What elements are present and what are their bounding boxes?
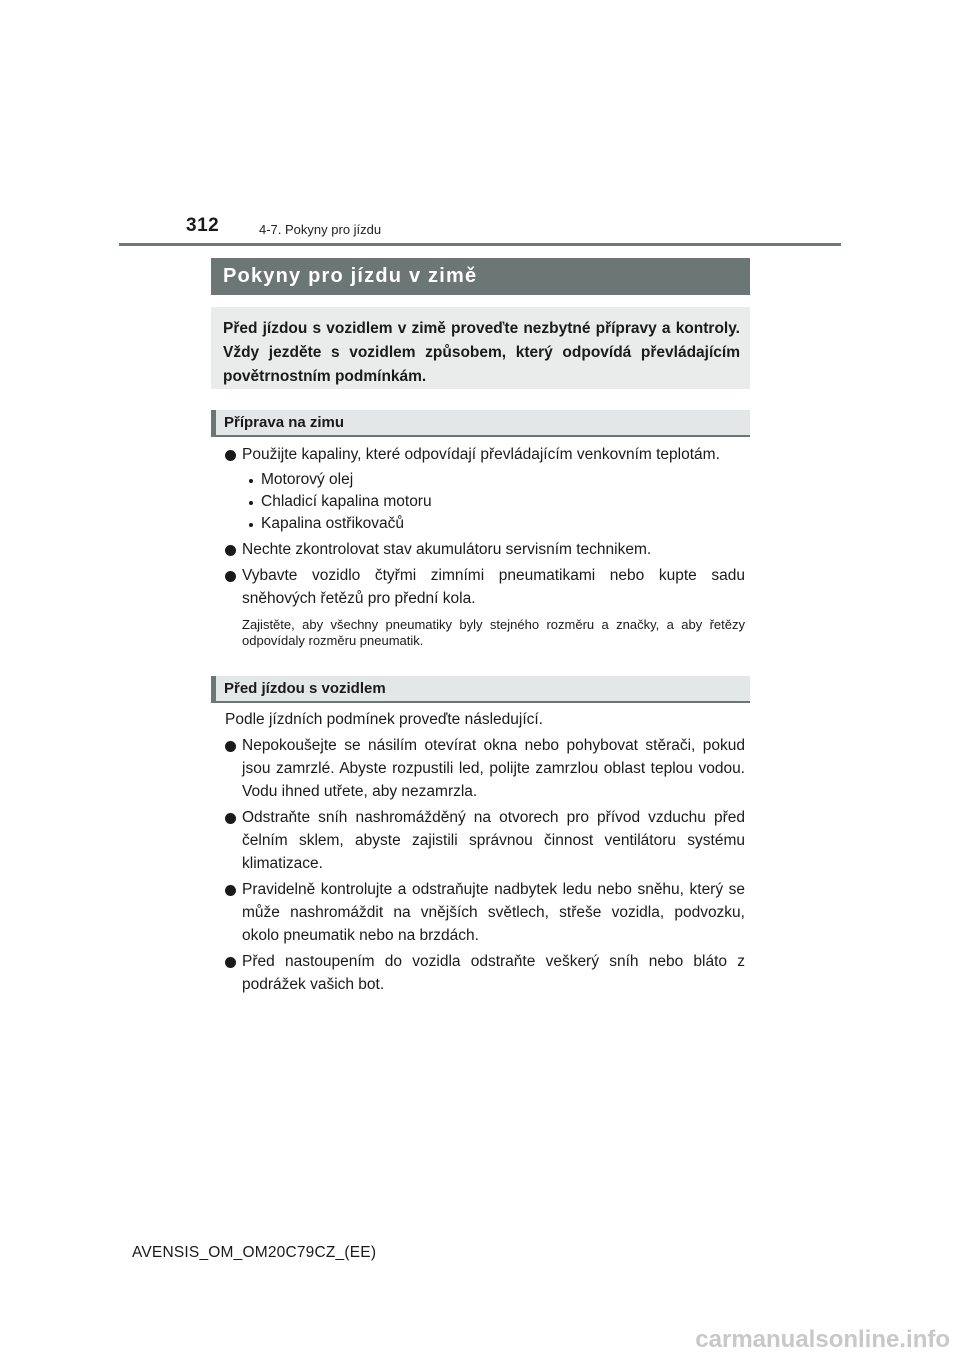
bullet-text: Nechte zkontrolovat stav akumulátoru servisním technikem. (242, 541, 652, 558)
bullet-text: Nepokoušejte se násilím otevírat okna nebo pohybovat stěrači, pokud jsou zamrzlé. Abyste rozpustili led, polijte zamrzlou oblast teplou vodou. Vodu ihned utřete, aby nezamrzla. (242, 737, 745, 800)
footer-code: AVENSIS_OM_OM20C79CZ_(EE) (132, 1244, 377, 1261)
bullet-dot-icon (225, 450, 236, 461)
bullet-dot-icon (225, 571, 236, 582)
section-heading-winter-prep (211, 410, 750, 437)
small-bullet-icon (249, 501, 253, 505)
bullet-text: Před nastoupením do vozidla odstraňte veškerý sníh nebo bláto z podrážek vašich bot. (242, 953, 745, 993)
sub-list-item (249, 513, 745, 535)
list-item (211, 950, 745, 996)
section-body-before-driving (211, 708, 745, 999)
list-item (211, 538, 745, 561)
bullet-dot-icon (225, 813, 236, 824)
sub-item-text: Chladicí kapalina motoru (261, 493, 432, 510)
bullet-text: Pravidelně kontrolujte a odstraňujte nadbytek ledu nebo sněhu, který se může nashromáždit na vnějších světlech, střeše vozidla, podvozku, okolo pneumatik nebo na brzdách. (242, 881, 745, 944)
note-text: Zajistěte, aby všechny pneumatiky byly stejného rozměru a značky, a aby řetězy odpovídaly rozměru pneumatik. (242, 617, 745, 648)
bullet-text: Použijte kapaliny, které odpovídají převládajícím venkovním teplotám. (242, 446, 720, 463)
bullet-text: Vybavte vozidlo čtyřmi zimními pneumatikami nebo kupte sadu sněhových řetězů pro přední kola. (242, 567, 745, 607)
section-heading-text: Příprava na zimu (224, 414, 345, 431)
small-bullet-icon (249, 523, 253, 527)
watermark: carmanualsonline.info (695, 1326, 950, 1353)
list-item (211, 443, 745, 466)
lead-text: Podle jízdních podmínek proveďte následující. (225, 711, 543, 728)
page-title: Pokyny pro jízdu v zimě (223, 265, 478, 287)
page-number: 312 (186, 215, 220, 236)
bullet-dot-icon (225, 741, 236, 752)
sub-list-item (249, 469, 745, 491)
list-item (211, 878, 745, 947)
sub-list-item (249, 491, 745, 513)
section-heading-text: Před jízdou s vozidlem (224, 680, 386, 697)
bullet-text: Odstraňte sníh nashromážděný na otvorech pro přívod vzduchu před čelním sklem, abyste zajistili správnou činnost ventilátoru systému klimatizace. (242, 809, 745, 872)
list-item (211, 806, 745, 875)
list-item (211, 564, 745, 610)
sub-list (211, 469, 745, 535)
intro-box (211, 307, 750, 389)
bullet-dot-icon (225, 957, 236, 968)
section-body-winter-prep (211, 443, 745, 649)
sub-item-text: Kapalina ostřikovačů (261, 515, 405, 532)
title-bar (211, 258, 750, 295)
section-path: 4-7. Pokyny pro jízdu (259, 222, 382, 237)
sub-item-text: Motorový olej (261, 471, 354, 488)
section-heading-before-driving (211, 676, 750, 703)
small-bullet-icon (249, 479, 253, 483)
header-rule (119, 243, 841, 246)
bullet-dot-icon (225, 545, 236, 556)
intro-text: Před jízdou s vozidlem v zimě proveďte nezbytné přípravy a kontroly. Vždy jezděte s vozidlem způsobem, který odpovídá převládajícím povětrnostním podmínkám. (223, 320, 740, 385)
bullet-dot-icon (225, 885, 236, 896)
list-item (211, 734, 745, 803)
